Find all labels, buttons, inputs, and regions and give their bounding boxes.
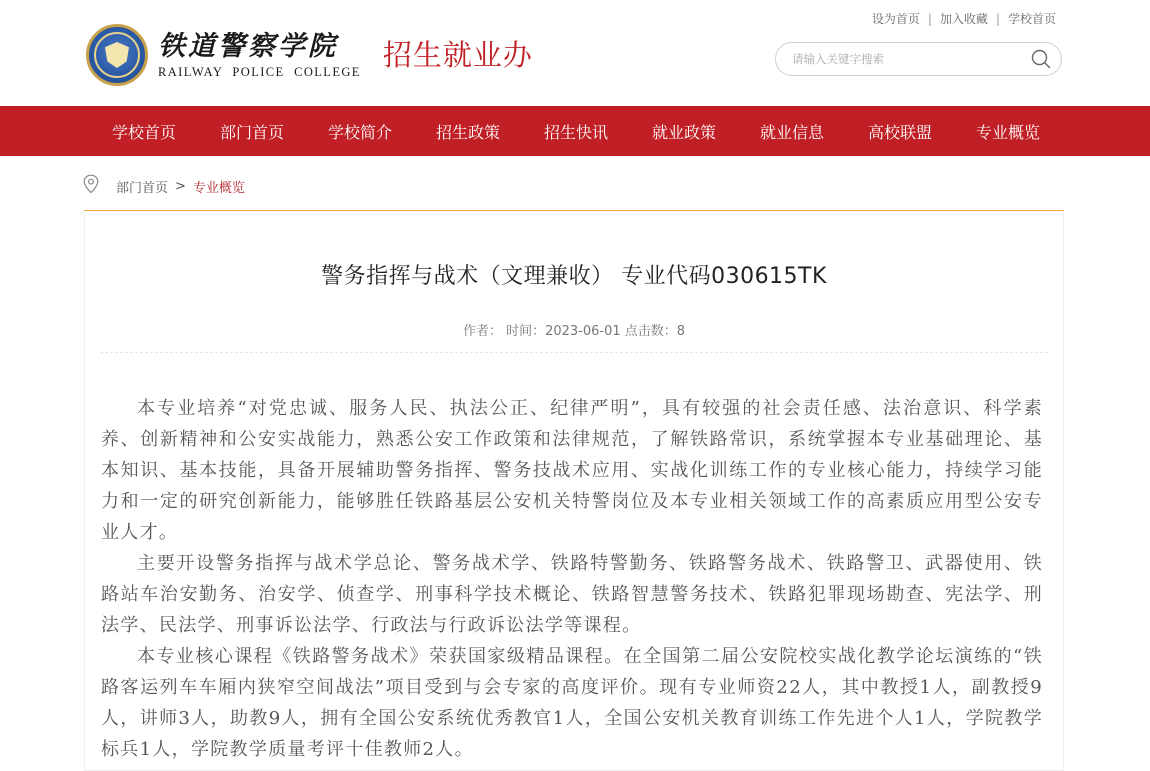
search-box: [775, 42, 1062, 76]
link-separator: |: [927, 11, 932, 26]
logo-english-name: RAILWAY POLICE COLLEGE: [158, 64, 361, 79]
nav-item-dept-home[interactable]: 部门首页: [219, 122, 284, 142]
article-body: [101, 393, 1043, 765]
search-input[interactable]: [790, 51, 1029, 67]
department-name: 招生就业办: [382, 38, 533, 72]
search-icon[interactable]: [1029, 47, 1053, 71]
nav-item-college-alliance[interactable]: 高校联盟: [867, 122, 932, 142]
logo-chinese-name: 铁道警察学院: [158, 30, 338, 62]
nav-item-school-intro[interactable]: 学校简介: [327, 122, 392, 142]
breadcrumb-separator: >: [175, 178, 186, 194]
add-favorite-link[interactable]: 加入收藏: [939, 12, 988, 26]
nav-item-admission-news[interactable]: 招生快讯: [543, 122, 608, 142]
article-paragraph: 本专业培养“对党忠诚、服务人民、执法公正、纪律严明”，具有较强的社会责任感、法治意识、科学素养、创新精神和公安实战能力，熟悉公安工作政策和法律规范，了解铁路常识，系统掌握本专业基础理论、基本知识、基本技能，具备开展辅助警务指挥、警务技战术应用、实战化训练工作的专业核心能力，持续学习能力和一定的研究创新能力，能够胜任铁路基层公安机关特警岗位及本专业相关领域工作的高素质应用型公安专业人才。: [101, 398, 1043, 543]
top-links: [872, 10, 1056, 27]
article-title: 警务指挥与战术（文理兼收） 专业代码030615TK: [321, 264, 827, 289]
meta-divider: [100, 352, 1048, 353]
article-paragraph: 主要开设警务指挥与战术学总论、警务战术学、铁路特警勤务、铁路警务战术、铁路警卫、武器使用、铁路站车治安勤务、治安学、侦查学、刑事科学技术概论、铁路智慧警务技术、铁路犯罪现场勘查、宪法学、刑法学、民法学、刑事诉讼法学、行政法与行政诉讼法学等课程。: [101, 553, 1043, 636]
college-emblem-icon: [86, 24, 148, 86]
article-paragraph: 本专业核心课程《铁路警务战术》荣获国家级精品课程。在全国第二届公安院校实战化教学论坛演练的“铁路客运列车车厢内狭窄空间战法”项目受到与会专家的高度评价。现有专业师资22人，其中教授1人，副教授9人，讲师3人，助教9人，拥有全国公安系统优秀教官1人，全国公安机关教育训练工作先进个人1人，学院教学标兵1人，学院教学质量考评十佳教师2人。: [101, 646, 1043, 760]
nav-item-employment-policy[interactable]: 就业政策: [651, 122, 716, 142]
link-separator: |: [995, 11, 1000, 26]
location-pin-icon: [82, 174, 116, 198]
set-homepage-link[interactable]: 设为首页: [871, 12, 920, 26]
breadcrumb-current[interactable]: 专业概览: [192, 180, 245, 196]
logo-text: [158, 31, 361, 80]
nav-item-major-overview[interactable]: 专业概览: [975, 122, 1040, 142]
nav-item-employment-info[interactable]: 就业信息: [759, 122, 824, 142]
page-header: [0, 0, 1150, 106]
breadcrumb: [0, 156, 1150, 211]
nav-item-school-home[interactable]: 学校首页: [111, 122, 176, 142]
article-meta: 作者： 时间：2023-06-01 点击数：8: [462, 324, 686, 339]
main-nav: [0, 106, 1150, 156]
nav-item-admission-policy[interactable]: 招生政策: [435, 122, 500, 142]
school-homepage-link[interactable]: 学校首页: [1007, 12, 1056, 26]
logo[interactable]: [86, 24, 533, 86]
breadcrumb-home-link[interactable]: 部门首页: [116, 180, 169, 196]
article-container: [84, 211, 1064, 771]
